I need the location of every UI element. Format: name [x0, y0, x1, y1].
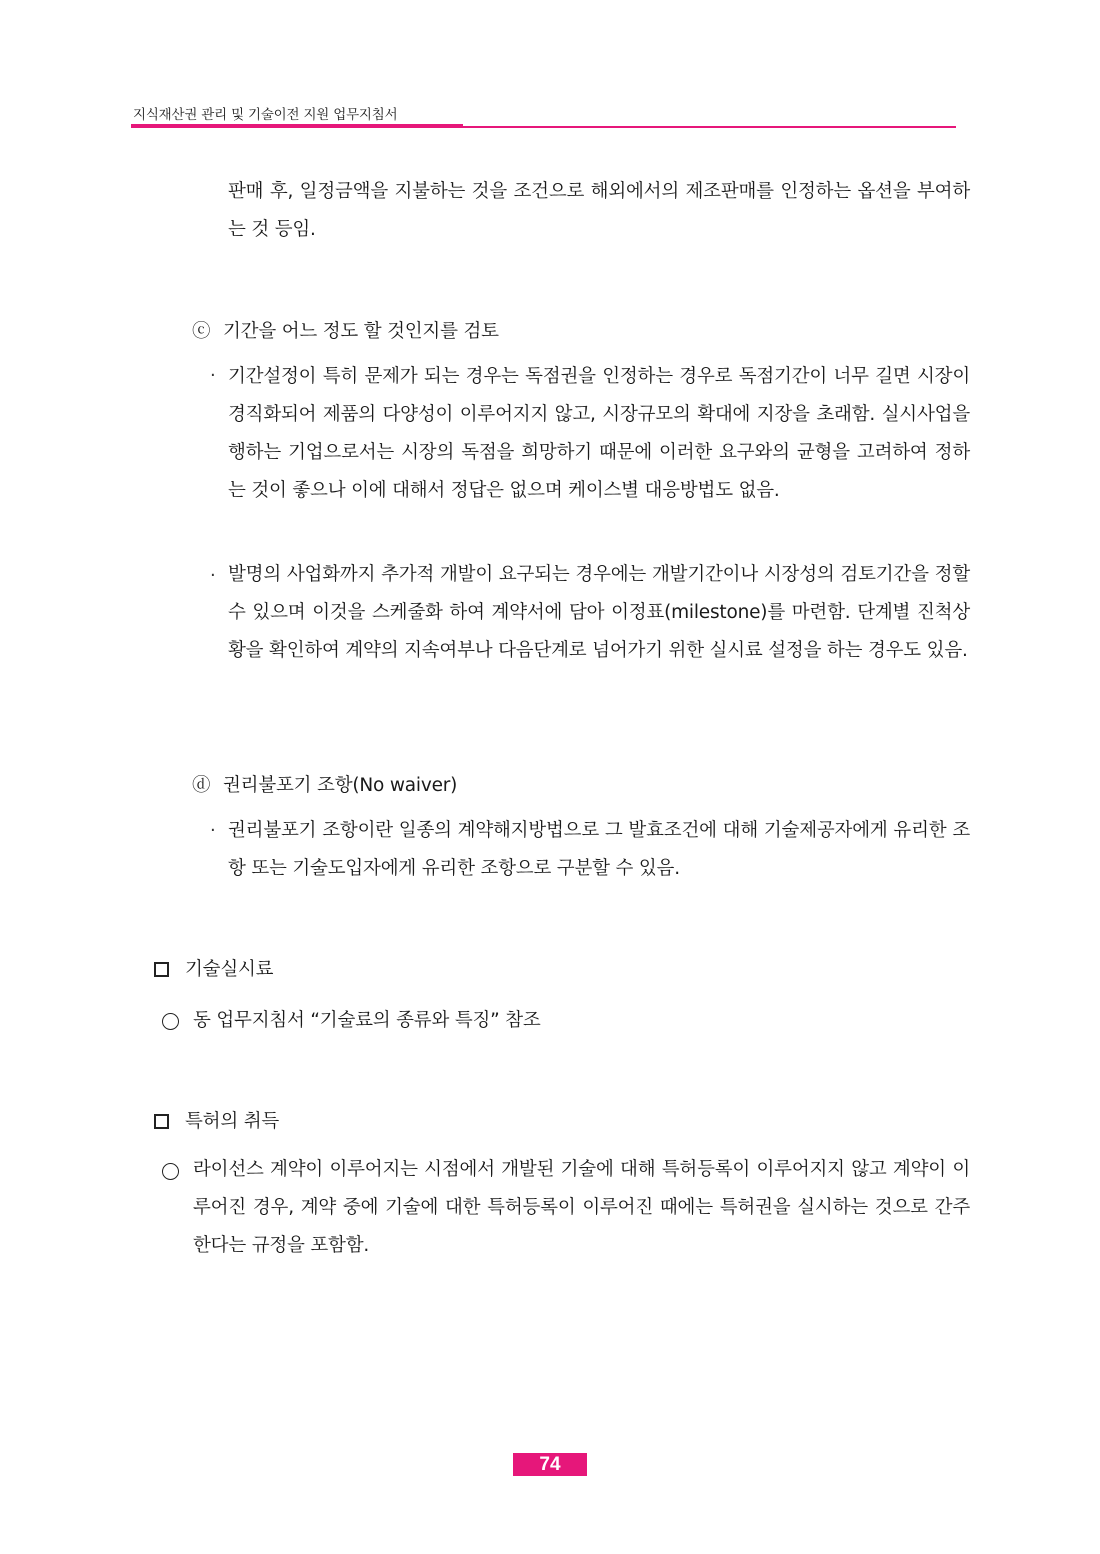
bullet-dot: ·	[210, 365, 216, 386]
running-header-title: 지식재산권 관리 및 기술이전 지원 업무지침서	[133, 107, 398, 123]
bullet-dot: ·	[210, 565, 216, 586]
patent-heading: 특허의 취득	[185, 1111, 280, 1132]
section-c-heading: 기간을 어느 정도 할 것인지를 검토	[223, 321, 499, 342]
page-number: 74	[513, 1453, 587, 1476]
header-accent-bar	[131, 124, 463, 128]
section-d-bullet-1: 권리불포기 조항이란 일종의 계약해지방법으로 그 발효조건에 대해 기술제공자에게 유리한 조항 또는 기술도입자에게 유리한 조항으로 구분할 수 있음.	[228, 820, 970, 879]
checkbox-square	[154, 1114, 169, 1129]
section-d-heading: 권리불포기 조항(No waiver)	[223, 775, 458, 796]
royalty-heading: 기술실시료	[185, 959, 274, 980]
bullet-dot: ·	[210, 820, 216, 841]
patent-item-1: 라이선스 계약이 이루어지는 시점에서 개발된 기술에 대해 특허등록이 이루어지지 않고 계약이 이루어진 경우, 계약 중에 기술에 대한 특허등록이 이루어진 때에는 특허권을 실시하는 것으로 간주한다는 규정을 포함함.	[193, 1159, 970, 1256]
section-d-marker: ⓓ	[192, 775, 211, 796]
royalty-item-1: 동 업무지침서 “기술료의 종류와 특징” 참조	[193, 1010, 541, 1031]
intro-paragraph: 판매 후, 일정금액을 지불하는 것을 조건으로 해외에서의 제조판매를 인정하는 옵션을 부여하는 것 등임.	[228, 181, 970, 240]
section-c-marker: ⓒ	[192, 321, 211, 342]
circle-bullet	[162, 1163, 179, 1180]
checkbox-square	[154, 962, 169, 977]
section-c-bullet-2: 발명의 사업화까지 추가적 개발이 요구되는 경우에는 개발기간이나 시장성의 검토기간을 정할 수 있으며 이것을 스케줄화 하여 계약서에 담아 이정표(milestone)를 마련함. 단계별 진척상황을 확인하여 계약의 지속여부나 다음단계로 넘어가기 위한 실시료 설정을 하는 경우도 있음.	[228, 564, 970, 661]
section-c-bullet-1: 기간설정이 특히 문제가 되는 경우는 독점권을 인정하는 경우로 독점기간이 너무 길면 시장이 경직화되어 제품의 다양성이 이루어지지 않고, 시장규모의 확대에 지장을 초래함. 실시사업을 행하는 기업으로서는 시장의 독점을 희망하기 때문에 이러한 요구와의 균형을 고려하여 정하는 것이 좋으나 이에 대해서 정답은 없으며 케이스별 대응방법도 없음.	[228, 366, 970, 501]
circle-bullet	[162, 1013, 179, 1030]
